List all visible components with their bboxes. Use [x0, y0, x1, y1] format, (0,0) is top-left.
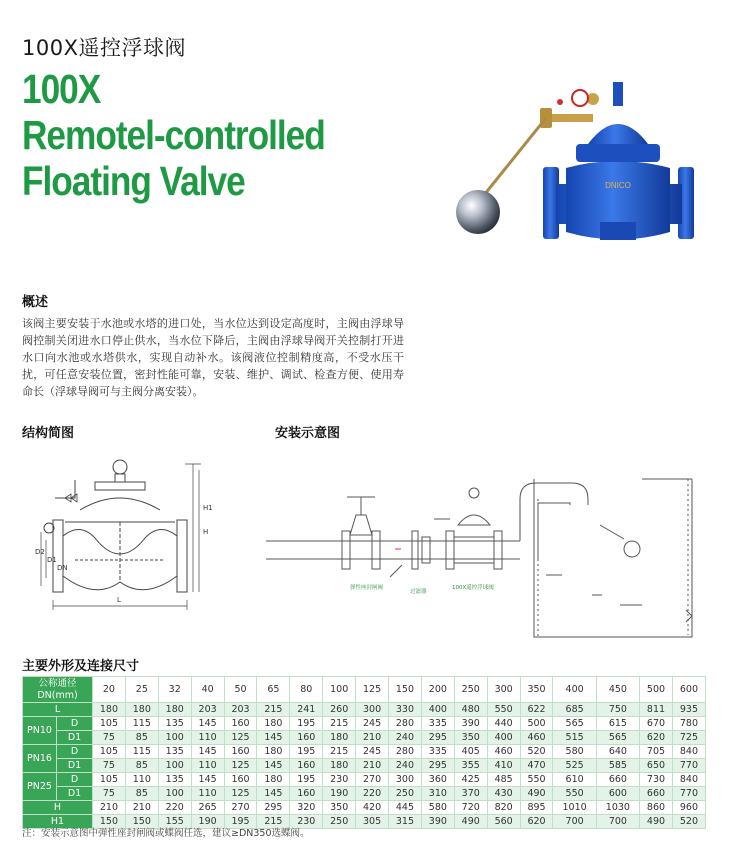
table-cell: 135 [158, 717, 191, 731]
table-cell: 245 [356, 745, 389, 759]
table-cell: 160 [290, 759, 323, 773]
dn-value-cell: 250 [454, 677, 487, 703]
table-cell: 110 [191, 787, 224, 801]
table-cell: 160 [290, 731, 323, 745]
table-cell: 811 [640, 703, 673, 717]
page-title-en [22, 66, 374, 204]
table-cell: 115 [125, 745, 158, 759]
row-group-label: PN10 [23, 717, 57, 745]
table-cell: 260 [323, 703, 356, 717]
table-cell: 305 [356, 815, 389, 829]
table-cell: 525 [553, 759, 596, 773]
table-cell: 425 [454, 773, 487, 787]
table-cell: 650 [640, 759, 673, 773]
specs-heading: 主要外形及连接尺寸 [22, 659, 140, 674]
table-row [23, 703, 706, 717]
dn-value-cell: 20 [93, 677, 126, 703]
spec-header-row [23, 677, 706, 703]
table-cell: 295 [421, 759, 454, 773]
dn-value-cell: 500 [640, 677, 673, 703]
table-cell: 420 [356, 801, 389, 815]
table-cell: 210 [125, 801, 158, 815]
product-image [448, 72, 710, 272]
table-cell: 960 [672, 801, 705, 815]
table-cell: 240 [389, 759, 422, 773]
table-cell: 190 [323, 787, 356, 801]
table-cell: 660 [640, 787, 673, 801]
table-cell: 195 [224, 815, 257, 829]
table-cell: 320 [290, 801, 323, 815]
dn-value-cell: 80 [290, 677, 323, 703]
table-cell: 105 [93, 717, 126, 731]
table-cell: 460 [487, 745, 520, 759]
table-cell: 145 [257, 787, 290, 801]
row-sub-label: D1 [57, 787, 93, 801]
table-cell: 700 [596, 815, 639, 829]
brand-label: DNICO [605, 181, 631, 190]
table-cell: 390 [421, 815, 454, 829]
table-cell: 400 [487, 731, 520, 745]
table-cell: 615 [596, 717, 639, 731]
dn-value-cell: 600 [672, 677, 705, 703]
row-label: H [23, 801, 93, 815]
table-cell: 550 [553, 787, 596, 801]
table-cell: 440 [487, 717, 520, 731]
table-cell: 155 [158, 815, 191, 829]
table-cell: 330 [389, 703, 422, 717]
table-cell: 125 [224, 731, 257, 745]
table-cell: 270 [224, 801, 257, 815]
dn-value-cell: 300 [487, 677, 520, 703]
table-cell: 215 [257, 703, 290, 717]
table-cell: 195 [290, 773, 323, 787]
title-line-3: Floating Valve [22, 158, 245, 204]
dn-header-unit: DN(mm) [37, 689, 78, 701]
spec-table [22, 676, 706, 829]
table-cell: 580 [553, 745, 596, 759]
row-sub-label: D [57, 717, 93, 731]
dn-value-cell: 350 [520, 677, 553, 703]
table-cell: 230 [290, 815, 323, 829]
table-cell: 400 [421, 703, 454, 717]
label-remote-valve: 100X遥控浮球阀 [452, 585, 494, 591]
row-label: L [23, 703, 93, 717]
table-cell: 705 [640, 745, 673, 759]
table-cell: 560 [487, 815, 520, 829]
table-cell: 490 [640, 815, 673, 829]
table-cell: 315 [389, 815, 422, 829]
table-cell: 241 [290, 703, 323, 717]
table-cell: 203 [224, 703, 257, 717]
table-cell: 85 [125, 787, 158, 801]
row-sub-label: D1 [57, 731, 93, 745]
table-cell: 550 [487, 703, 520, 717]
table-cell: 515 [553, 731, 596, 745]
table-cell: 470 [520, 759, 553, 773]
table-cell: 75 [93, 731, 126, 745]
table-cell: 445 [389, 801, 422, 815]
table-cell: 110 [125, 773, 158, 787]
label-d1: D1 [47, 556, 57, 564]
table-cell: 145 [191, 773, 224, 787]
table-cell: 265 [191, 801, 224, 815]
table-cell: 195 [290, 745, 323, 759]
table-cell: 160 [224, 773, 257, 787]
dn-value-cell: 50 [224, 677, 257, 703]
table-cell: 490 [454, 815, 487, 829]
row-group-label: PN25 [23, 773, 57, 801]
table-row [23, 731, 706, 745]
table-cell: 610 [553, 773, 596, 787]
label-filter: 过滤器 [410, 589, 427, 595]
table-cell: 280 [389, 745, 422, 759]
table-cell: 210 [356, 759, 389, 773]
table-cell: 860 [640, 801, 673, 815]
table-cell: 670 [640, 717, 673, 731]
table-row [23, 787, 706, 801]
table-cell: 105 [93, 745, 126, 759]
table-cell: 370 [454, 787, 487, 801]
table-cell: 350 [454, 731, 487, 745]
table-cell: 405 [454, 745, 487, 759]
table-cell: 565 [553, 717, 596, 731]
dn-value-cell: 125 [356, 677, 389, 703]
table-cell: 310 [421, 787, 454, 801]
table-cell: 622 [520, 703, 553, 717]
table-cell: 770 [672, 787, 705, 801]
table-cell: 1010 [553, 801, 596, 815]
table-cell: 150 [125, 815, 158, 829]
dn-value-cell: 65 [257, 677, 290, 703]
overview-heading: 概述 [22, 295, 49, 310]
table-cell: 180 [257, 717, 290, 731]
table-row [23, 759, 706, 773]
table-cell: 725 [672, 731, 705, 745]
table-cell: 390 [454, 717, 487, 731]
table-cell: 250 [323, 815, 356, 829]
table-cell: 720 [454, 801, 487, 815]
table-cell: 160 [224, 717, 257, 731]
table-cell: 180 [257, 773, 290, 787]
label-l: L [117, 596, 121, 604]
install-heading: 安装示意图 [275, 426, 341, 441]
table-row [23, 717, 706, 731]
table-cell: 145 [191, 717, 224, 731]
table-cell: 190 [191, 815, 224, 829]
table-cell: 215 [257, 815, 290, 829]
table-cell: 85 [125, 731, 158, 745]
title-line-1: 100X [22, 66, 101, 112]
table-cell: 100 [158, 787, 191, 801]
table-cell: 520 [520, 745, 553, 759]
dn-value-cell: 25 [125, 677, 158, 703]
table-cell: 335 [421, 717, 454, 731]
table-cell: 135 [158, 773, 191, 787]
table-cell: 355 [454, 759, 487, 773]
dn-value-cell: 450 [596, 677, 639, 703]
label-h1: H1 [203, 504, 213, 512]
table-cell: 485 [487, 773, 520, 787]
table-cell: 270 [356, 773, 389, 787]
table-cell: 685 [553, 703, 596, 717]
table-cell: 300 [389, 773, 422, 787]
table-cell: 100 [158, 759, 191, 773]
table-cell: 210 [356, 731, 389, 745]
table-cell: 230 [323, 773, 356, 787]
table-cell: 115 [125, 717, 158, 731]
table-cell: 135 [158, 745, 191, 759]
table-cell: 840 [672, 745, 705, 759]
table-cell: 295 [421, 731, 454, 745]
table-cell: 195 [290, 717, 323, 731]
page-title-cn: 100X遥控浮球阀 [22, 36, 186, 60]
table-cell: 180 [125, 703, 158, 717]
table-row [23, 801, 706, 815]
table-cell: 1030 [596, 801, 639, 815]
table-cell: 100 [158, 731, 191, 745]
row-group-label: PN16 [23, 745, 57, 773]
table-cell: 245 [356, 717, 389, 731]
table-cell: 730 [640, 773, 673, 787]
structure-heading: 结构简图 [22, 426, 75, 441]
install-diagram [262, 465, 710, 645]
table-cell: 520 [672, 815, 705, 829]
table-cell: 210 [93, 801, 126, 815]
table-cell: 580 [421, 801, 454, 815]
table-cell: 410 [487, 759, 520, 773]
table-cell: 660 [596, 773, 639, 787]
table-cell: 203 [191, 703, 224, 717]
table-cell: 350 [323, 801, 356, 815]
table-cell: 620 [520, 815, 553, 829]
dn-header-cn: 公称通径 [38, 677, 77, 689]
table-cell: 600 [596, 787, 639, 801]
table-cell: 460 [520, 731, 553, 745]
table-cell: 220 [158, 801, 191, 815]
table-cell: 110 [191, 731, 224, 745]
table-cell: 160 [290, 787, 323, 801]
table-cell: 295 [257, 801, 290, 815]
structure-diagram [35, 450, 220, 620]
table-cell: 335 [421, 745, 454, 759]
dn-value-cell: 40 [191, 677, 224, 703]
table-cell: 240 [389, 731, 422, 745]
table-cell: 700 [553, 815, 596, 829]
table-cell: 160 [224, 745, 257, 759]
table-cell: 360 [421, 773, 454, 787]
label-gate-valve: 弹性座封闸阀 [350, 585, 384, 591]
table-cell: 215 [323, 717, 356, 731]
table-cell: 215 [323, 745, 356, 759]
dn-value-cell: 400 [553, 677, 596, 703]
table-cell: 180 [257, 745, 290, 759]
table-cell: 935 [672, 703, 705, 717]
label-d2: D2 [35, 548, 45, 556]
table-cell: 565 [596, 731, 639, 745]
label-dn: DN [57, 564, 68, 572]
table-cell: 180 [158, 703, 191, 717]
table-cell: 820 [487, 801, 520, 815]
table-cell: 250 [389, 787, 422, 801]
table-cell: 550 [520, 773, 553, 787]
table-cell: 125 [224, 787, 257, 801]
dn-header-cell [23, 677, 93, 703]
row-sub-label: D1 [57, 759, 93, 773]
table-cell: 220 [356, 787, 389, 801]
row-label: H1 [23, 815, 93, 829]
dn-value-cell: 100 [323, 677, 356, 703]
spec-note: 注：安装示意图中弹性座封闸阀或蝶阀任选，建议≥DN350选蝶阀。 [22, 828, 310, 839]
table-cell: 105 [93, 773, 126, 787]
table-cell: 145 [257, 731, 290, 745]
dn-value-cell: 32 [158, 677, 191, 703]
table-cell: 480 [454, 703, 487, 717]
table-row [23, 745, 706, 759]
dn-value-cell: 200 [421, 677, 454, 703]
table-cell: 500 [520, 717, 553, 731]
table-cell: 280 [389, 717, 422, 731]
table-cell: 895 [520, 801, 553, 815]
table-cell: 75 [93, 759, 126, 773]
table-cell: 750 [596, 703, 639, 717]
table-cell: 640 [596, 745, 639, 759]
table-cell: 145 [257, 759, 290, 773]
table-cell: 85 [125, 759, 158, 773]
row-sub-label: D [57, 773, 93, 787]
label-h: H [203, 528, 209, 536]
table-cell: 110 [191, 759, 224, 773]
overview-text: 该阀主要安装于水池或水塔的进口处，当水位达到设定高度时，主阀由浮球导阀控制关闭进水口停止供水，当水位下降后，主阀由浮球导阀开关控制打开进水口向水池或水塔供水，实现自动补水。该阀液位控制精度高，不受水压干扰，可任意安装位置，密封性能可靠，安装、维护、调试、检查方便、使用寿命长（浮球导阀可与主阀分离安装）。 [22, 317, 404, 398]
table-cell: 430 [487, 787, 520, 801]
row-sub-label: D [57, 745, 93, 759]
table-row [23, 773, 706, 787]
table-cell: 75 [93, 787, 126, 801]
dn-value-cell: 150 [389, 677, 422, 703]
table-cell: 840 [672, 773, 705, 787]
table-cell: 150 [93, 815, 126, 829]
table-cell: 125 [224, 759, 257, 773]
table-cell: 620 [640, 731, 673, 745]
table-cell: 180 [323, 731, 356, 745]
table-cell: 490 [520, 787, 553, 801]
table-cell: 180 [93, 703, 126, 717]
table-cell: 770 [672, 759, 705, 773]
table-cell: 180 [323, 759, 356, 773]
table-cell: 585 [596, 759, 639, 773]
table-cell: 145 [191, 745, 224, 759]
table-cell: 300 [356, 703, 389, 717]
table-cell: 780 [672, 717, 705, 731]
title-line-2: Remotel-controlled [22, 112, 325, 158]
